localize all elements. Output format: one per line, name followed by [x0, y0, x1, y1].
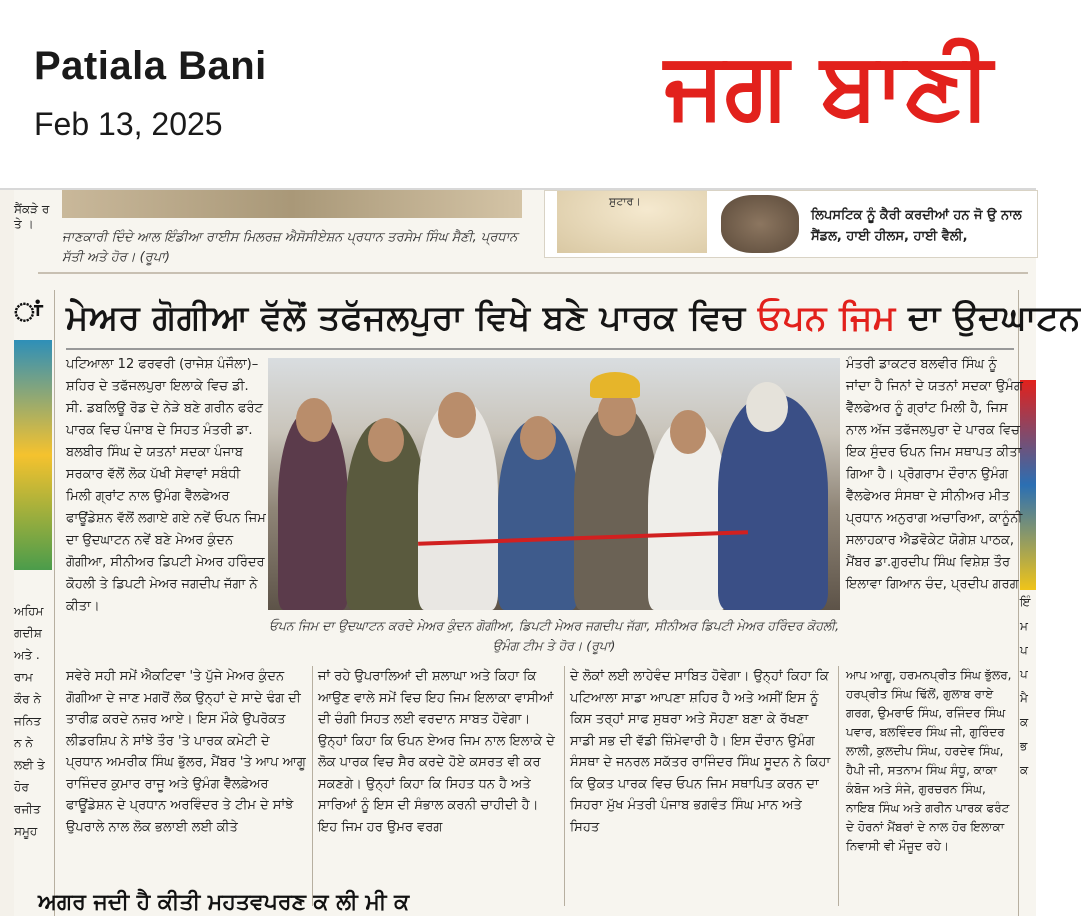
article-column-1: ਸਵੇਰੇ ਸਹੀ ਸਮੇਂ ਐਕਟਿਵਾ 'ਤੇ ਪੁੱਜੇ ਮੇਅਰ ਕੁੰਦਨ ਗੋਗੀਆ ਦੇ ਜਾਣ ਮਗਰੋਂ ਲੋਕ ਉਨ੍ਹਾਂ ਦੇ ਸਾਦੇ ਢੰਗ ਦੀ ਤਾਰੀਫ਼ ਕਰਦੇ ਨਜ਼ਰ ਆਏ। ਇਸ ਮੌਕੇ ਉਪਰੋਕਤ ਲੀਡਰਸ਼ਿਪ ਨੇ ਸਾਂਝੇ ਤੌਰ 'ਤੇ ਪਾਰਕ ਕਮੇਟੀ ਦੇ ਪ੍ਰਧਾਨ ਅਮਰੀਕ ਸਿੰਘ ਭੁੱਲਰ, ਮੈਂਬਰ 'ਤੇ ਆਪ ਆਗੂ ਰਾਜਿੰਦਰ ਕੁਮਾਰ ਰਾਜੂ ਅਤੇ ਉਮੰਗ ਵੈੱਲਫ਼ੇਅਰ ਫਾਊਂਡੇਸ਼ਨ ਦੇ ਪ੍ਰਧਾਨ ਅਰਵਿੰਦਰ ਤੇ ਟੀਮ ਦੇ ਸਾਂਝੇ ਉਪਰਾਲੇ ਨਾਲ ਲੋਕ ਭਲਾਈ ਲਈ ਕੀਤੇ: [66, 669, 306, 835]
photo-person-head: [520, 416, 556, 460]
headline-end: ਦਾ ਉਦਘਾਟਨ: [895, 298, 1081, 338]
ad-product-image: [557, 191, 707, 253]
column-rule: [564, 666, 565, 906]
clipping-page: [14, 190, 1081, 916]
top-right-ad: [544, 190, 1038, 258]
photo-person-head: [368, 418, 404, 462]
ad-label: ਸੁਟਾਰ।: [609, 195, 641, 208]
article-intro: ਪਟਿਆਲਾ 12 ਫਰਵਰੀ (ਰਾਜੇਸ਼ ਪੰਜੌਲਾ)–ਸ਼ਹਿਰ ਦੇ ਤਫੱਜਲਪੁਰਾ ਇਲਾਕੇ ਵਿਚ ਡੀ. ਸੀ. ਡਬਲਿਊ ਰੋਡ ਦੇ ਨੇੜੇ ਬਣੇ ਗਰੀਨ ਫਰੰਟ ਪਾਰਕ ਵਿਚ ਪੰਜਾਬ ਦੇ ਸਿਹਤ ਮੰਤਰੀ ਡਾ. ਬਲਬੀਰ ਸਿੰਘ ਦੇ ਯਤਨਾਂ ਸਦਕਾ ਪੰਜਾਬ ਸਰਕਾਰ ਵੱਲੋਂ ਲੋਕ ਪੱਖੀ ਸੇਵਾਵਾਂ ਸਬੰਧੀ ਮਿਲੀ ਗ੍ਰਾਂਟ ਨਾਲ ਉਮੰਗ ਵੈੱਲਫੇਅਰ ਫਾਊਂਡੇਸ਼ਨ ਵੱਲੋਂ ਲਗਾਏ ਗਏ ਨਵੇਂ ਓਪਨ ਜਿਮ ਦਾ ਉਦਘਾਟਨ ਨਵੇਂ ਬਣੇ ਮੇਅਰ ਕੁੰਦਨ ਗੋਗੀਆ, ਸੀਨੀਅਰ ਡਿਪਟੀ ਮੇਅਰ ਹਰਿੰਦਰ ਕੋਹਲੀ ਤੇ ਡਿਪਟੀ ਮੇਅਰ ਜਗਦੀਪ ਜੱਗਾ ਨੇ ਕੀਤਾ।: [66, 357, 266, 614]
photo-person-head: [746, 382, 788, 432]
publication-date: Feb 13, 2025: [34, 106, 223, 142]
top-photo-caption: ਜਾਣਕਾਰੀ ਦਿੰਦੇ ਆਲ ਇੰਡੀਆ ਰਾਈਸ ਮਿਲਰਜ਼ ਐਸੋਸੀਏਸ਼ਨ ਪ੍ਰਧਾਨ ਤਰਸੇਮ ਸਿੰਘ ਸੈਣੀ, ਪ੍ਰਧਾਨ ਸੱਤੀ ਅਤੇ ਹੋਰ। (ਰੂਪਾ): [62, 230, 518, 265]
next-article-headline: ਅਗਰ ਜਦੀ ਹੈ ਕੀਤੀ ਮਹਤਵਪਰਣ ਕ ਲੀ ਮੀ ਕ: [38, 890, 410, 915]
article-headline: [66, 298, 1081, 338]
left-edge-top-text: ਸੈਂਕੜੇ ਰ ਤੇ ।: [14, 202, 50, 231]
photo-person-head: [296, 398, 332, 442]
article-photo: [268, 358, 840, 610]
photo-person-head: [438, 392, 476, 438]
top-photo-fragment: [62, 190, 522, 218]
article-column-4: ਆਪ ਆਗੂ, ਹਰਮਨਪ੍ਰੀਤ ਸਿੰਘ ਭੁੱਲਰ, ਹਰਪ੍ਰੀਤ ਸਿੰਘ ਢਿੱਲੋਂ, ਗੁਲਾਬ ਰਾਏ ਗਰਗ, ਉਮਰਾਓ ਸਿੰਘ, ਰਜਿੰਦਰ ਸਿੰਘ ਪਵਾਰ, ਬਲਵਿੰਦਰ ਸਿੰਘ ਜੀ, ਗੁਰਿੰਦਰ ਲਾਲੀ, ਕੁਲਦੀਪ ਸਿੰਘ, ਹਰਦੇਵ ਸਿੰਘ, ਹੈਪੀ ਜੀ, ਸਤਨਾਮ ਸਿੰਘ ਸੰਧੂ, ਕਾਕਾ ਕੰਬੋਜ ਅਤੇ ਸੰਜੇ, ਗੁਰਚਰਨ ਸਿੰਘ, ਨਾਇਬ ਸਿੰਘ ਅਤੇ ਗਰੀਨ ਪਾਰਕ ਫਰੰਟ ਦੇ ਹੋਰਨਾਂ ਮੈਂਬਰਾਂ ਦੇ ਨਾਲ ਹੋਰ ਇਲਾਕਾ ਨਿਵਾਸੀ ਵੀ ਮੌਜੂਦ ਰਹੇ।: [846, 668, 1012, 853]
left-column-heading: ਾਂ: [14, 298, 43, 328]
column-rule: [312, 666, 313, 906]
page-header: [0, 0, 1036, 190]
headline-highlight: ਓਪਨ ਜਿਮ: [757, 298, 896, 338]
section-divider: [38, 272, 1028, 274]
headline-main: ਮੇਅਰ ਗੋਗੀਆ ਵੱਲੋਂ ਤਫੱਜਲਪੁਰਾ ਵਿਖੇ ਬਣੇ ਪਾਰਕ ਵਿਚ: [66, 298, 758, 338]
ad-text: ਲਿਪਸਟਿਕ ਨੂੰ ਕੈਰੀ ਕਰਦੀਆਂ ਹਨ ਜੋ ਉ ਨਾਲ ਸੈਂਡਲ, ਹਾਈ ਹੀਲਸ, ਹਾਈ ਵੈਲੀ,: [811, 208, 1022, 244]
newspaper-masthead-logo: ਜਗ ਬਾਣੀ: [664, 32, 992, 139]
publication-name: Patiala Bani: [34, 44, 267, 88]
article-column-3: ਦੇ ਲੋਕਾਂ ਲਈ ਲਾਹੇਵੰਦ ਸਾਬਿਤ ਹੋਵੇਗਾ। ਉਨ੍ਹਾਂ ਕਿਹਾ ਕਿ ਪਟਿਆਲਾ ਸਾਡਾ ਆਪਣਾ ਸ਼ਹਿਰ ਹੈ ਅਤੇ ਅਸੀਂ ਇਸ ਨੂੰ ਕਿਸ ਤਰ੍ਹਾਂ ਸਾਫ ਸੁਥਰਾ ਅਤੇ ਸੋਹਣਾ ਬਣਾ ਕੇ ਰੱਖਣਾ ਸਾਡੀ ਸਭ ਦੀ ਵੱਡੀ ਜ਼ਿੰਮੇਵਾਰੀ ਹੈ। ਇਸ ਦੌਰਾਨ ਉਮੰਗ ਸੰਸਥਾ ਦੇ ਜਨਰਲ ਸਕੱਤਰ ਰਾਜਿੰਦਰ ਸਿੰਘ ਸੂਦਨ ਨੇ ਕਿਹਾ ਕਿ ਉਕਤ ਪਾਰਕ ਵਿਚ ਓਪਨ ਜਿਮ ਸਥਾਪਿਤ ਕਰਨ ਦਾ ਸਿਹਰਾ ਮੁੱਖ ਮੰਤਰੀ ਪੰਜਾਬ ਭਗਵੰਤ ਸਿੰਘ ਮਾਨ ਅਤੇ ਸਿਹਤ: [570, 669, 831, 835]
left-column-text: ਅਹਿਮ ਗਦੀਸ਼ ਅਤੇ . ਰਾਮ ਕੌਰ ਨੇ ਜਨਿਤ ਨ ਨੇ ਲਈ ਤੇ ਹੋਰ ਰਜੀਤ ਸਮੂਹ: [14, 604, 45, 838]
newspaper-clipping: [0, 190, 1081, 916]
article-right-column: ਮੰਤਰੀ ਡਾਕਟਰ ਬਲਵੀਰ ਸਿੰਘ ਨੂੰ ਜਾਂਦਾ ਹੈ ਜਿਨਾਂ ਦੇ ਯਤਨਾਂ ਸਦਕਾ ਉਮੰਗ ਵੈੱਲਫੇਅਰ ਨੂੰ ਗ੍ਰਾਂਟ ਮਿਲੀ ਹੈ, ਜਿਸ ਨਾਲ ਅੱਜ ਤਫੱਜਲਪੁਰਾ ਦੇ ਪਾਰਕ ਵਿਚ ਇਕ ਸੁੰਦਰ ਓਪਨ ਜਿਮ ਸਥਾਪਤ ਕੀਤਾ ਗਿਆ ਹੈ। ਪ੍ਰੋਗਰਾਮ ਦੌਰਾਨ ਉਮੰਗ ਵੈੱਲਫੇਅਰ ਸੰਸਥਾ ਦੇ ਸੀਨੀਅਰ ਮੀਤ ਪ੍ਰਧਾਨ ਅਨੁਰਾਗ ਅਚਾਰਿਆ, ਕਾਨੂੰਨੀ ਸਲਾਹਕਾਰ ਐਡਵੋਕੇਟ ਯੋਗੇਸ਼ ਪਾਠਕ, ਮੈਂਬਰ ਡਾ.ਗੁਰਦੀਪ ਸਿੰਘ ਵਿਸ਼ੇਸ਼ ਤੌਰ ਇਲਾਵਾ ਗਿਆਨ ਚੰਦ, ਪ੍ਰਦੀਪ ਗਰਗ: [846, 357, 1023, 592]
photo-turban: [590, 372, 640, 398]
headline-rule: [66, 348, 1014, 350]
ad-product-image-2: [721, 195, 799, 253]
column-rule: [838, 666, 839, 906]
right-column-text: ਇੰ ਮ ਪ ਪ ਮੈ ਕ ਭ ਕ: [1020, 595, 1031, 777]
photo-caption: ਓਪਨ ਜਿਮ ਦਾ ਉਦਘਾਟਨ ਕਰਦੇ ਮੇਅਰ ਕੁੰਦਨ ਗੋਗੀਆ, ਡਿਪਟੀ ਮੇਅਰ ਜਗਦੀਪ ਜੱਗਾ, ਸੀਨੀਅਰ ਡਿਪਟੀ ਮੇਅਰ ਹਰਿੰਦਰ ਕੋਹਲੀ, ਉਮੰਗ ਟੀਮ ਤੇ ਹੋਰ। (ਰੂਪਾ): [268, 618, 840, 653]
article-column-2: ਜਾਂ ਰਹੇ ਉਪਰਾਲਿਆਂ ਦੀ ਸ਼ਲਾਘਾ ਅਤੇ ਕਿਹਾ ਕਿ ਆਉਣ ਵਾਲੇ ਸਮੇਂ ਵਿਚ ਇਹ ਜਿਮ ਇਲਾਕਾ ਵਾਸੀਆਂ ਦੀ ਚੰਗੀ ਸਿਹਤ ਲਈ ਵਰਦਾਨ ਸਾਬਤ ਹੋਵੇਗਾ। ਉਨ੍ਹਾਂ ਕਿਹਾ ਕਿ ਓਪਨ ਏਅਰ ਜਿਮ ਨਾਲ ਇਲਾਕੇ ਦੇ ਲੋਕ ਪਾਰਕ ਵਿਚ ਸੈਰ ਕਰਦੇ ਹੋਏ ਕਸਰਤ ਵੀ ਕਰ ਸਕਣਗੇ। ਉਨ੍ਹਾਂ ਕਿਹਾ ਕਿ ਸਿਹਤ ਧਨ ਹੈ ਅਤੇ ਸਾਰਿਆਂ ਨੂੰ ਇਸ ਦੀ ਸੰਭਾਲ ਕਰਨੀ ਚਾਹੀਦੀ ਹੈ। ਇਹ ਜਿਮ ਹਰ ਉਮਰ ਵਰਗ: [318, 669, 555, 835]
left-ad-fragment: [14, 340, 52, 570]
photo-person-head: [670, 410, 706, 454]
